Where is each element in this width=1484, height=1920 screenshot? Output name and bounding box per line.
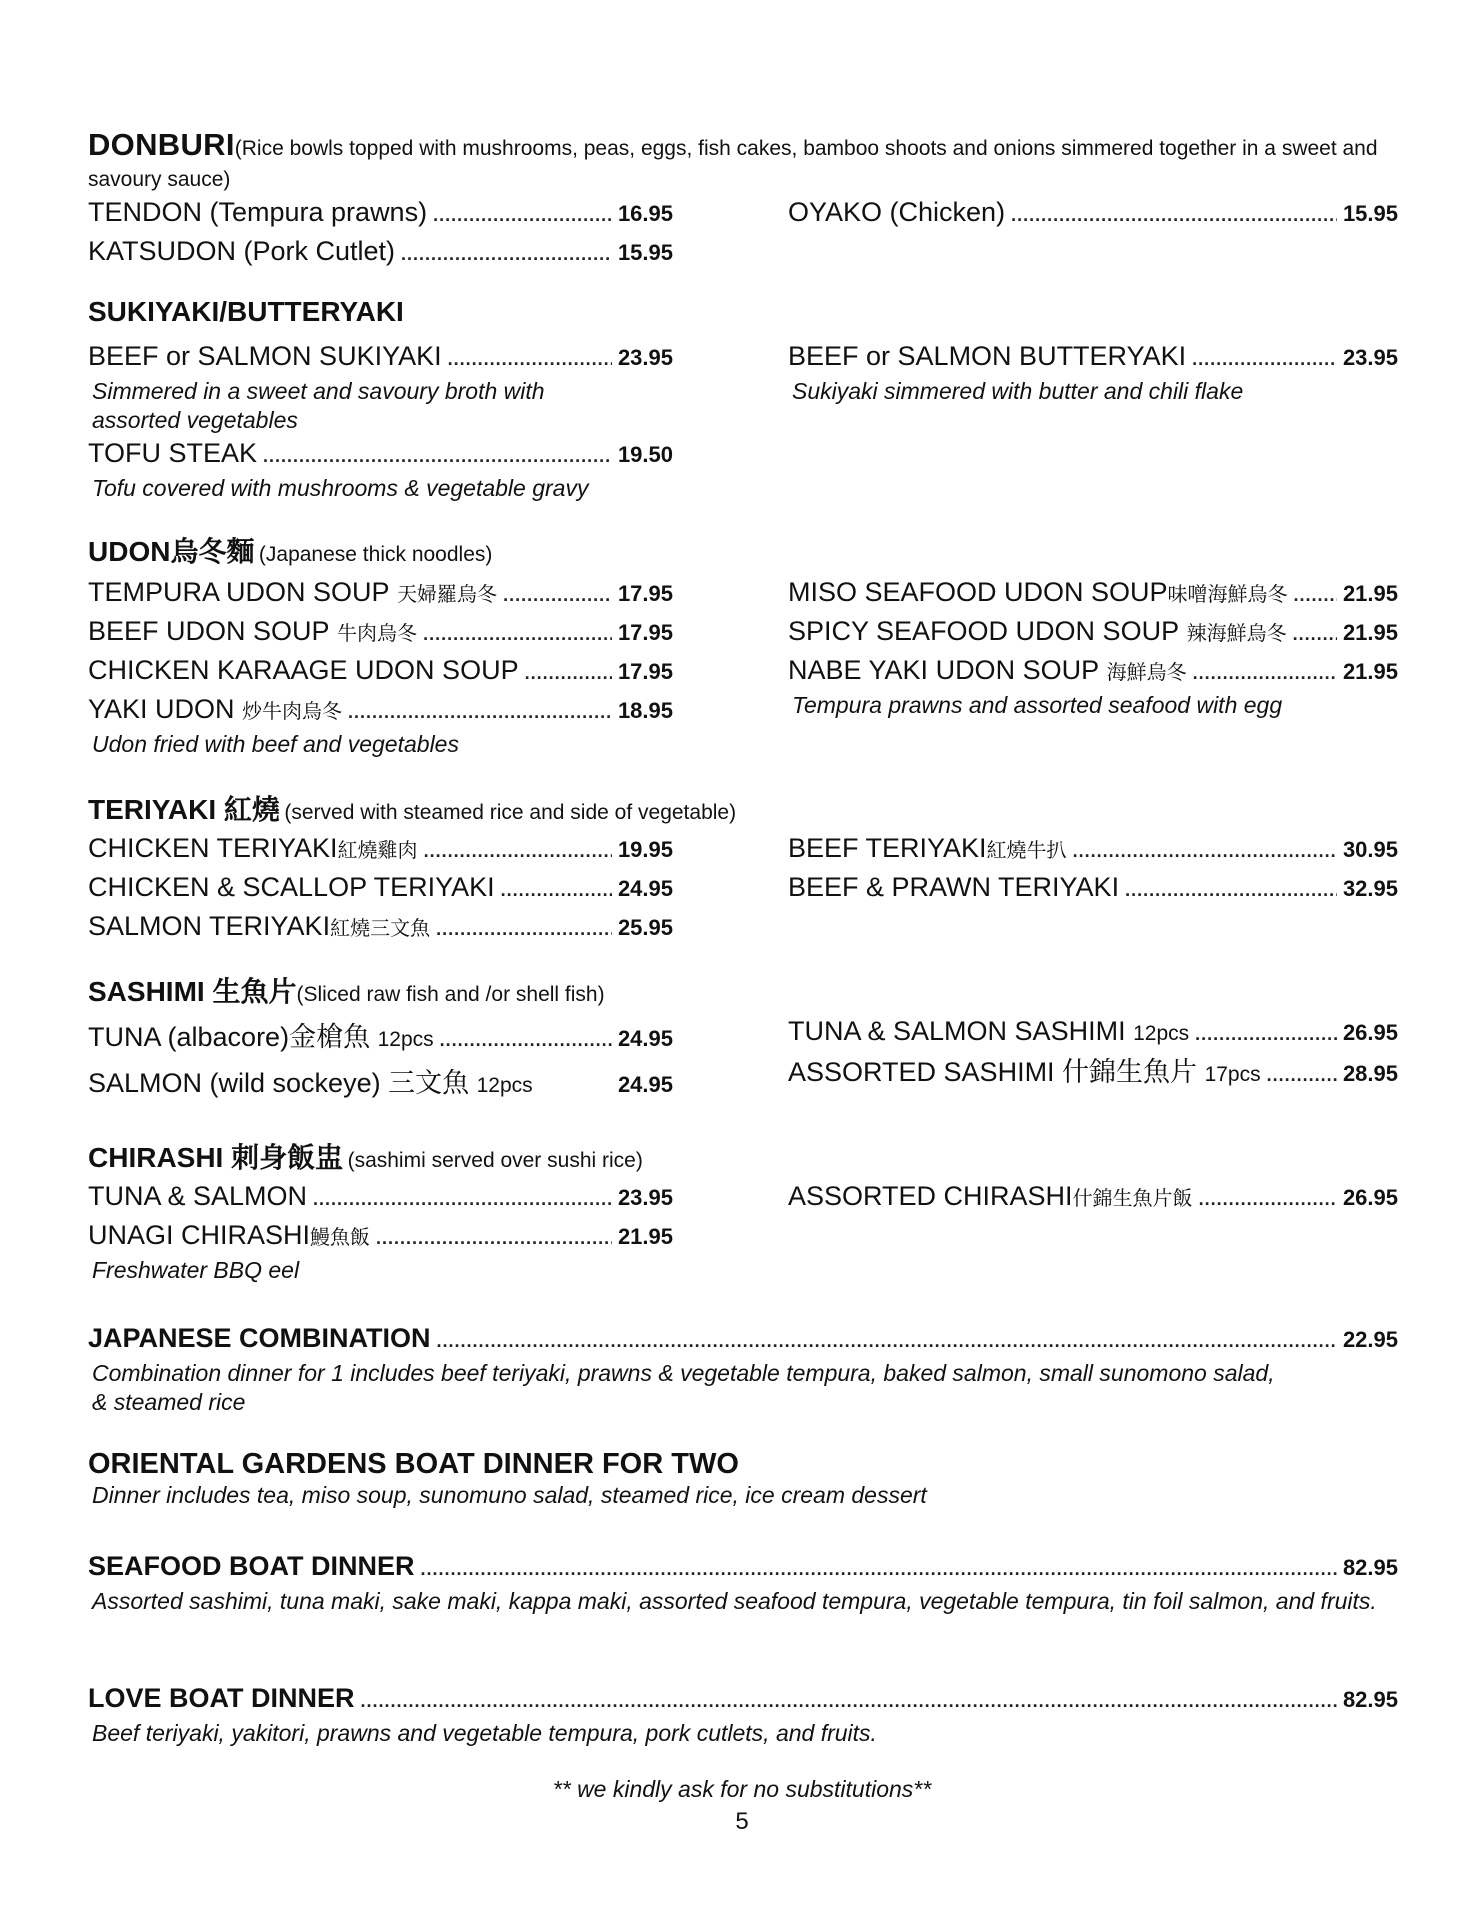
menu-item: KATSUDON (Pork Cutlet) ..... 15.95: [88, 233, 673, 272]
sukiyaki-title: SUKIYAKI/BUTTERYAKI: [88, 296, 404, 327]
love-boat-section: [88, 1680, 1398, 1748]
item-description: Combination dinner for 1 includes beef teriyaki, prawns & vegetable tempura, baked salmon, small sunomono salad, & steamed rice: [92, 1360, 1275, 1415]
chirashi-title: CHIRASHI 刺身飯盅: [88, 1142, 344, 1173]
sashimi-note: (Sliced raw fish and /or shell fish): [296, 983, 605, 1006]
menu-item: CHICKEN KARAAGE UDON SOUP ..... 17.95: [88, 652, 673, 691]
donburi-title: DONBURI: [88, 127, 235, 162]
menu-item: JAPANESE COMBINATION ..... 22.95: [88, 1320, 1398, 1359]
item-description: Udon fried with beef and vegetables: [92, 731, 459, 757]
menu-item: BEEF or SALMON SUKIYAKI ..... 23.95: [88, 338, 673, 377]
menu-item: MISO SEAFOOD UDON SOUP 味噌海鮮烏冬 ..... 21.95: [788, 574, 1398, 613]
seafood-boat-section: [88, 1548, 1398, 1616]
item-description: Freshwater BBQ eel: [92, 1257, 300, 1283]
menu-item: SALMON (wild sockeye) 三文魚 12pcs 24.95: [88, 1068, 673, 1098]
menu-item: BEEF & PRAWN TERIYAKI ..... 32.95: [788, 869, 1398, 908]
menu-item: BEEF UDON SOUP 牛肉烏冬 ..... 17.95: [88, 613, 673, 652]
teriyaki-note: (served with steamed rice and side of vegetable): [284, 801, 737, 824]
menu-item: LOVE BOAT DINNER ..... 82.95: [88, 1680, 1398, 1719]
udon-note: (Japanese thick noodles): [258, 543, 493, 566]
menu-item: CHICKEN & SCALLOP TERIYAKI ..... 24.95: [88, 869, 673, 908]
sashimi-section: [88, 970, 1398, 1098]
menu-item: YAKI UDON 炒牛肉烏冬 ..... 18.95: [88, 691, 673, 730]
menu-item: OYAKO (Chicken) ..... 15.95: [788, 194, 1398, 233]
chirashi-section: [88, 1136, 1398, 1283]
udon-section: [88, 530, 1398, 757]
teriyaki-title: TERIYAKI 紅燒: [88, 794, 280, 825]
page-number: 5: [735, 1808, 749, 1835]
menu-item: TUNA & SALMON SASHIMI 12pcs ..... 26.95: [788, 1012, 1398, 1053]
donburi-section: [88, 127, 1398, 266]
menu-item: ASSORTED CHIRASHI 什錦生魚片飯 ..... 26.95: [788, 1178, 1398, 1217]
menu-item: UNAGI CHIRASHI 鰻魚飯 ..... 21.95: [88, 1217, 673, 1256]
boat-description: Dinner includes tea, miso soup, sunomuno salad, steamed rice, ice cream dessert: [92, 1482, 927, 1508]
item-description: Simmered in a sweet and savoury broth with assorted vegetables: [92, 378, 545, 433]
menu-item: TUNA & SALMON ..... 23.95: [88, 1178, 673, 1217]
menu-item: TEMPURA UDON SOUP 天婦羅烏冬 ..... 17.95: [88, 574, 673, 613]
menu-item: TUNA (albacore)金槍魚 12pcs ..... 24.95: [88, 1016, 673, 1062]
menu-item: BEEF or SALMON BUTTERYAKI ..... 23.95: [788, 338, 1398, 377]
item-description: Beef teriyaki, yakitori, prawns and vegetable tempura, pork cutlets, and fruits.: [92, 1720, 877, 1746]
menu-item: TOFU STEAK ..... 19.50: [88, 435, 673, 474]
footer-note: ** we kindly ask for no substitutions**: [552, 1776, 932, 1802]
donburi-note: (Rice bowls topped with mushrooms, peas, eggs, fish cakes, bamboo shoots and onions simmered together in a sweet and savoury sauce): [88, 137, 1378, 191]
menu-item: TENDON (Tempura prawns) ..... 16.95: [88, 194, 673, 233]
boat-section: [88, 1448, 1398, 1510]
item-description: Tempura prawns and assorted seafood with egg: [792, 692, 1283, 718]
chirashi-note: (sashimi served over sushi rice): [347, 1149, 643, 1172]
menu-item: CHICKEN TERIYAKI 紅燒雞肉 ..... 19.95: [88, 830, 673, 869]
teriyaki-section: [88, 788, 1398, 941]
item-description: Tofu covered with mushrooms & vegetable gravy: [92, 475, 589, 501]
menu-item: BEEF TERIYAKI 紅燒牛扒 ..... 30.95: [788, 830, 1398, 869]
item-description: Sukiyaki simmered with butter and chili flake: [792, 378, 1244, 404]
boat-title: ORIENTAL GARDENS BOAT DINNER FOR TWO: [88, 1448, 739, 1480]
udon-title: UDON烏冬麵: [88, 536, 255, 567]
menu-item: SALMON TERIYAKI 紅燒三文魚 ..... 25.95: [88, 908, 673, 947]
menu-item: ASSORTED SASHIMI 什錦生魚片 17pcs ..... 28.95: [788, 1053, 1398, 1094]
menu-item: SPICY SEAFOOD UDON SOUP 辣海鮮烏冬 ..... 21.95: [788, 613, 1398, 652]
sashimi-title: SASHIMI 生魚片: [88, 976, 297, 1007]
menu-item: NABE YAKI UDON SOUP 海鮮烏冬 ..... 21.95: [788, 652, 1398, 691]
menu-item: SEAFOOD BOAT DINNER ..... 82.95: [88, 1548, 1398, 1587]
combination-section: [88, 1320, 1398, 1417]
item-description: Assorted sashimi, tuna maki, sake maki, kappa maki, assorted seafood tempura, vegetable tempura, tin foil salmon, and fruits.: [92, 1588, 1377, 1614]
sukiyaki-section: [88, 296, 1398, 501]
